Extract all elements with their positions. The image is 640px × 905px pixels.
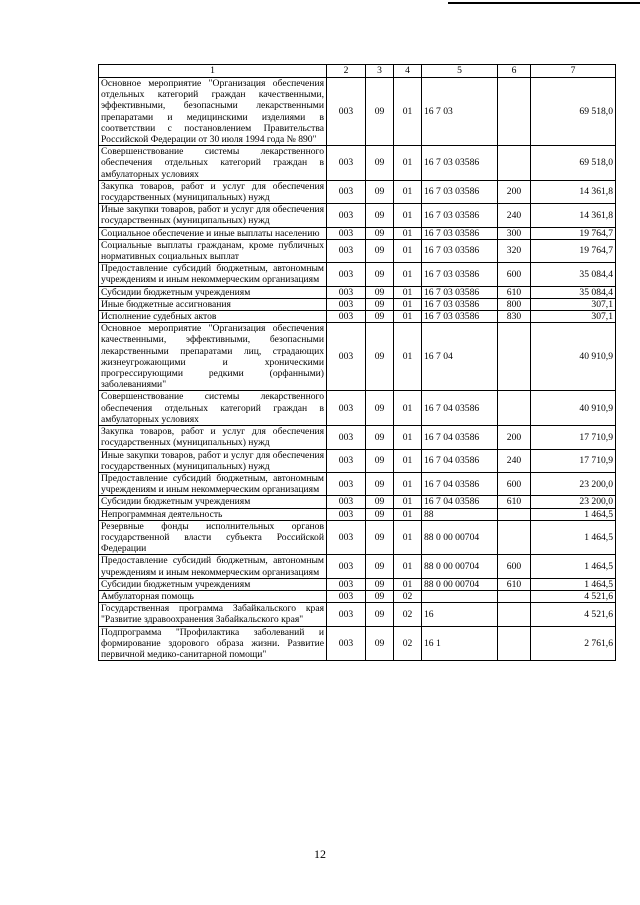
- row-code-cell: 003: [327, 472, 366, 495]
- row-subsection-cell: 02: [394, 603, 422, 626]
- row-amount-cell: 35 084,4: [531, 286, 616, 298]
- row-subsection-cell: 01: [394, 520, 422, 555]
- row-section-cell: 09: [366, 520, 394, 555]
- row-name-cell: Субсидии бюджетным учреждениям: [99, 578, 327, 590]
- row-name-cell: Основное мероприятие "Организация обеспечения отдельных категорий граждан качественными, эффективными, безопасными лекарственными препаратами и медицинскими изделиями в соответствии с постановлением Правительства Российской Федерации от 30 июля 1994 года № 890": [99, 78, 327, 146]
- row-expense-type-cell: 610: [498, 496, 531, 508]
- row-expense-type-cell: 600: [498, 263, 531, 286]
- row-target-article-cell: 16 7 03 03586: [422, 263, 498, 286]
- row-subsection-cell: 01: [394, 78, 422, 146]
- row-section-cell: 09: [366, 298, 394, 310]
- top-rule: [448, 2, 640, 4]
- row-subsection-cell: 01: [394, 426, 422, 449]
- row-subsection-cell: 01: [394, 298, 422, 310]
- row-name-cell: Закупка товаров, работ и услуг для обеспечения государственных (муниципальных) нужд: [99, 426, 327, 449]
- table-row: [99, 78, 616, 146]
- row-code-cell: 003: [327, 204, 366, 227]
- row-expense-type-cell: [498, 391, 531, 426]
- row-name-cell: Основное мероприятие "Организация обеспечения качественными, эффективными, безопасными лекарственными препаратами лиц, страдающих жизнеугрожающими и хроническими прогрессирующими редкими (орфанными) заболеваниями": [99, 323, 327, 391]
- row-subsection-cell: 01: [394, 508, 422, 520]
- row-section-cell: 09: [366, 286, 394, 298]
- row-section-cell: 09: [366, 146, 394, 181]
- row-amount-cell: 69 518,0: [531, 146, 616, 181]
- row-code-cell: 003: [327, 496, 366, 508]
- row-expense-type-cell: [498, 78, 531, 146]
- row-target-article-cell: 16 7 04: [422, 323, 498, 391]
- row-expense-type-cell: [498, 508, 531, 520]
- table-row: [99, 472, 616, 495]
- row-section-cell: 09: [366, 426, 394, 449]
- table-row: [99, 263, 616, 286]
- table-row: [99, 391, 616, 426]
- row-code-cell: 003: [327, 603, 366, 626]
- row-section-cell: 09: [366, 227, 394, 239]
- row-name-cell: Предоставление субсидий бюджетным, автономным учреждениям и иным некоммерческим организациям: [99, 263, 327, 286]
- page-number: 12: [314, 847, 326, 861]
- table-row: [99, 239, 616, 262]
- row-expense-type-cell: 200: [498, 426, 531, 449]
- row-code-cell: 003: [327, 227, 366, 239]
- row-amount-cell: 307,1: [531, 311, 616, 323]
- row-subsection-cell: 01: [394, 323, 422, 391]
- row-amount-cell: 40 910,9: [531, 323, 616, 391]
- row-name-cell: Непрограммная деятельность: [99, 508, 327, 520]
- row-code-cell: 003: [327, 323, 366, 391]
- row-name-cell: Исполнение судебных актов: [99, 311, 327, 323]
- row-target-article-cell: 16 7 03: [422, 78, 498, 146]
- row-target-article-cell: 16 7 03 03586: [422, 180, 498, 203]
- row-section-cell: 09: [366, 263, 394, 286]
- row-subsection-cell: 01: [394, 204, 422, 227]
- row-code-cell: 003: [327, 449, 366, 472]
- row-name-cell: Иные бюджетные ассигнования: [99, 298, 327, 310]
- row-section-cell: 09: [366, 449, 394, 472]
- row-section-cell: 09: [366, 472, 394, 495]
- column-header: 5: [422, 65, 498, 78]
- row-subsection-cell: 01: [394, 311, 422, 323]
- row-section-cell: 09: [366, 590, 394, 602]
- row-subsection-cell: 01: [394, 449, 422, 472]
- table-row: [99, 496, 616, 508]
- row-amount-cell: 14 361,8: [531, 204, 616, 227]
- row-name-cell: Иные закупки товаров, работ и услуг для обеспечения государственных (муниципальных) нужд: [99, 449, 327, 472]
- row-target-article-cell: 16 7 04 03586: [422, 426, 498, 449]
- row-code-cell: 003: [327, 180, 366, 203]
- table-row: [99, 298, 616, 310]
- row-name-cell: Социальные выплаты гражданам, кроме публичных нормативных социальных выплат: [99, 239, 327, 262]
- row-amount-cell: 19 764,7: [531, 239, 616, 262]
- column-header: 4: [394, 65, 422, 78]
- table-body: [99, 78, 616, 661]
- column-header: 3: [366, 65, 394, 78]
- row-name-cell: Предоставление субсидий бюджетным, автономным учреждениям и иным некоммерческим организациям: [99, 472, 327, 495]
- table-row: [99, 227, 616, 239]
- row-amount-cell: 2 761,6: [531, 626, 616, 661]
- row-expense-type-cell: 600: [498, 555, 531, 578]
- table-row: [99, 578, 616, 590]
- table-row: [99, 204, 616, 227]
- row-target-article-cell: 88 0 00 00704: [422, 555, 498, 578]
- row-target-article-cell: [422, 590, 498, 602]
- row-expense-type-cell: 200: [498, 180, 531, 203]
- table-row: [99, 286, 616, 298]
- row-section-cell: 09: [366, 311, 394, 323]
- column-header: 1: [99, 65, 327, 78]
- header-row: [99, 65, 616, 78]
- row-section-cell: 09: [366, 78, 394, 146]
- row-name-cell: Социальное обеспечение и иные выплаты населению: [99, 227, 327, 239]
- row-target-article-cell: 88: [422, 508, 498, 520]
- table-row: [99, 311, 616, 323]
- column-header: 2: [327, 65, 366, 78]
- row-name-cell: Государственная программа Забайкальского края "Развитие здравоохранения Забайкальского края": [99, 603, 327, 626]
- row-code-cell: 003: [327, 298, 366, 310]
- row-subsection-cell: 01: [394, 146, 422, 181]
- row-name-cell: Предоставление субсидий бюджетным, автономным учреждениям и иным некоммерческим организациям: [99, 555, 327, 578]
- row-expense-type-cell: 240: [498, 449, 531, 472]
- row-expense-type-cell: 610: [498, 286, 531, 298]
- table-row: [99, 449, 616, 472]
- row-amount-cell: 1 464,5: [531, 555, 616, 578]
- row-name-cell: Амбулаторная помощь: [99, 590, 327, 602]
- row-subsection-cell: 02: [394, 590, 422, 602]
- row-name-cell: Резервные фонды исполнительных органов государственной власти субъекта Российской Федерации: [99, 520, 327, 555]
- row-target-article-cell: 16 7 03 03586: [422, 286, 498, 298]
- row-target-article-cell: 88 0 00 00704: [422, 520, 498, 555]
- row-expense-type-cell: [498, 590, 531, 602]
- row-subsection-cell: 01: [394, 472, 422, 495]
- row-section-cell: 09: [366, 391, 394, 426]
- row-expense-type-cell: [498, 146, 531, 181]
- row-name-cell: Иные закупки товаров, работ и услуг для обеспечения государственных (муниципальных) нужд: [99, 204, 327, 227]
- row-section-cell: 09: [366, 204, 394, 227]
- row-subsection-cell: 01: [394, 286, 422, 298]
- row-target-article-cell: 16 7 03 03586: [422, 204, 498, 227]
- row-target-article-cell: 16 7 03 03586: [422, 227, 498, 239]
- row-target-article-cell: 16 7 03 03586: [422, 239, 498, 262]
- row-section-cell: 09: [366, 508, 394, 520]
- row-code-cell: 003: [327, 426, 366, 449]
- row-name-cell: Совершенствование системы лекарственного обеспечения отдельных категорий граждан в амбулаторных условиях: [99, 146, 327, 181]
- row-subsection-cell: 01: [394, 391, 422, 426]
- row-section-cell: 09: [366, 323, 394, 391]
- row-target-article-cell: 16 7 04 03586: [422, 449, 498, 472]
- row-subsection-cell: 01: [394, 227, 422, 239]
- row-target-article-cell: 88 0 00 00704: [422, 578, 498, 590]
- table-row: [99, 520, 616, 555]
- row-amount-cell: 1 464,5: [531, 520, 616, 555]
- row-subsection-cell: 01: [394, 180, 422, 203]
- row-amount-cell: 69 518,0: [531, 78, 616, 146]
- table-row: [99, 603, 616, 626]
- table-row: [99, 590, 616, 602]
- table-row: [99, 555, 616, 578]
- row-code-cell: 003: [327, 263, 366, 286]
- row-subsection-cell: 01: [394, 239, 422, 262]
- row-code-cell: 003: [327, 508, 366, 520]
- row-code-cell: 003: [327, 626, 366, 661]
- row-section-cell: 09: [366, 578, 394, 590]
- table-row: [99, 323, 616, 391]
- row-amount-cell: 4 521,6: [531, 603, 616, 626]
- row-section-cell: 09: [366, 603, 394, 626]
- row-amount-cell: 23 200,0: [531, 472, 616, 495]
- row-section-cell: 09: [366, 496, 394, 508]
- row-amount-cell: 40 910,9: [531, 391, 616, 426]
- row-expense-type-cell: 300: [498, 227, 531, 239]
- row-name-cell: Субсидии бюджетным учреждениям: [99, 496, 327, 508]
- row-target-article-cell: 16 7 03 03586: [422, 298, 498, 310]
- row-expense-type-cell: [498, 603, 531, 626]
- column-header: 6: [498, 65, 531, 78]
- row-target-article-cell: 16 1: [422, 626, 498, 661]
- row-expense-type-cell: 800: [498, 298, 531, 310]
- row-subsection-cell: 02: [394, 626, 422, 661]
- row-amount-cell: 17 710,9: [531, 449, 616, 472]
- table-row: [99, 508, 616, 520]
- row-name-cell: Совершенствование системы лекарственного обеспечения отдельных категорий граждан в амбулаторных условиях: [99, 391, 327, 426]
- row-expense-type-cell: 830: [498, 311, 531, 323]
- row-name-cell: Подпрограмма "Профилактика заболеваний и формирование здорового образа жизни. Развитие первичной медико-санитарной помощи": [99, 626, 327, 661]
- row-target-article-cell: 16 7 03 03586: [422, 311, 498, 323]
- row-code-cell: 003: [327, 520, 366, 555]
- row-expense-type-cell: [498, 626, 531, 661]
- budget-table: [98, 64, 616, 661]
- row-amount-cell: 35 084,4: [531, 263, 616, 286]
- table-row: [99, 180, 616, 203]
- row-name-cell: Субсидии бюджетным учреждениям: [99, 286, 327, 298]
- row-amount-cell: 307,1: [531, 298, 616, 310]
- row-subsection-cell: 01: [394, 496, 422, 508]
- row-amount-cell: 4 521,6: [531, 590, 616, 602]
- row-name-cell: Закупка товаров, работ и услуг для обеспечения государственных (муниципальных) нужд: [99, 180, 327, 203]
- row-target-article-cell: 16: [422, 603, 498, 626]
- row-target-article-cell: 16 7 04 03586: [422, 472, 498, 495]
- row-subsection-cell: 01: [394, 578, 422, 590]
- row-code-cell: 003: [327, 391, 366, 426]
- row-expense-type-cell: [498, 323, 531, 391]
- row-subsection-cell: 01: [394, 263, 422, 286]
- row-code-cell: 003: [327, 78, 366, 146]
- row-code-cell: 003: [327, 590, 366, 602]
- row-amount-cell: 14 361,8: [531, 180, 616, 203]
- table-row: [99, 146, 616, 181]
- row-amount-cell: 17 710,9: [531, 426, 616, 449]
- row-section-cell: 09: [366, 239, 394, 262]
- row-target-article-cell: 16 7 04 03586: [422, 391, 498, 426]
- row-code-cell: 003: [327, 239, 366, 262]
- row-expense-type-cell: [498, 520, 531, 555]
- column-header: 7: [531, 65, 616, 78]
- row-amount-cell: 23 200,0: [531, 496, 616, 508]
- table-row: [99, 426, 616, 449]
- row-code-cell: 003: [327, 286, 366, 298]
- row-section-cell: 09: [366, 180, 394, 203]
- row-expense-type-cell: 240: [498, 204, 531, 227]
- row-amount-cell: 1 464,5: [531, 578, 616, 590]
- row-code-cell: 003: [327, 311, 366, 323]
- row-expense-type-cell: 600: [498, 472, 531, 495]
- row-section-cell: 09: [366, 555, 394, 578]
- row-expense-type-cell: 610: [498, 578, 531, 590]
- row-amount-cell: 1 464,5: [531, 508, 616, 520]
- row-subsection-cell: 01: [394, 555, 422, 578]
- row-target-article-cell: 16 7 04 03586: [422, 496, 498, 508]
- table-row: [99, 626, 616, 661]
- row-expense-type-cell: 320: [498, 239, 531, 262]
- row-section-cell: 09: [366, 626, 394, 661]
- row-target-article-cell: 16 7 03 03586: [422, 146, 498, 181]
- row-code-cell: 003: [327, 146, 366, 181]
- row-code-cell: 003: [327, 578, 366, 590]
- row-amount-cell: 19 764,7: [531, 227, 616, 239]
- row-code-cell: 003: [327, 555, 366, 578]
